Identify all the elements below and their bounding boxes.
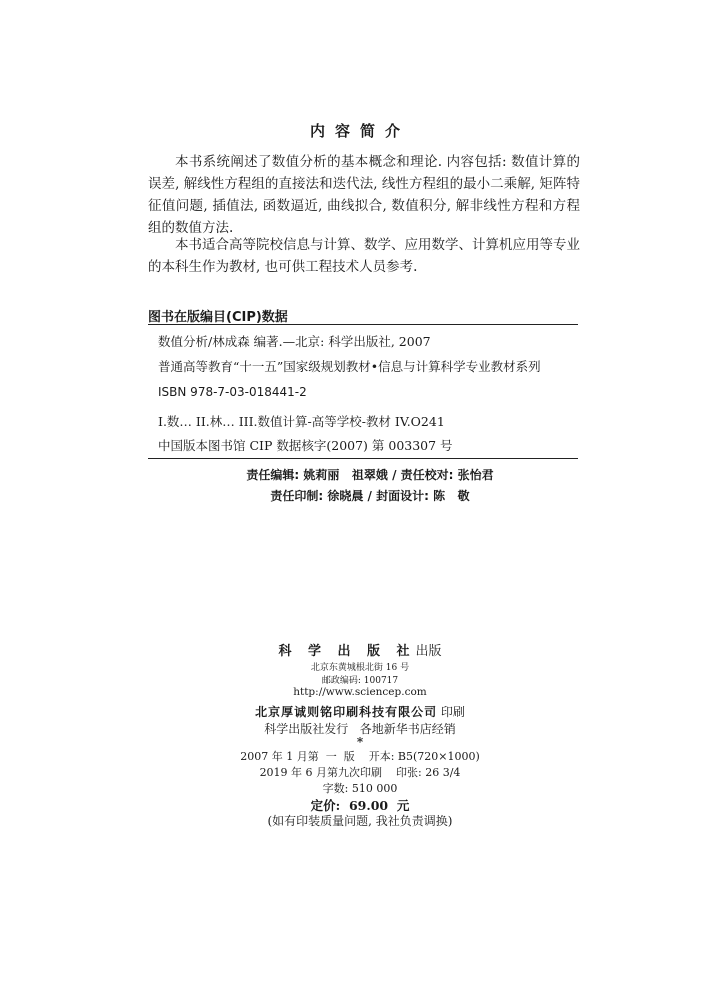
distribution-line: 科学出版社发行 各地新华书店经销 (264, 722, 456, 736)
quality-note: (如有印装质量问题, 我社负责调换) (267, 814, 453, 828)
cip-bottom-rule (148, 458, 578, 459)
publisher-url: http://www.sciencep.com (293, 686, 427, 698)
abstract-paragraph-content: 本书系统阐述了数值分析的基本概念和理论. 内容包括: 数值计算的误差, 解线性方程组的直接法和迭代法, 线性方程组的最小二乘解, 矩阵特征值问题, 插值法, 函数逼近, 曲线拟合, 数值积分, 解非线性方程和方程组的数值方法. (148, 154, 580, 236)
cip-series-line: 普通高等教育“十一五”国家级规划教材•信息与计算科学专业教材系列 (158, 359, 541, 374)
printer-line (0, 703, 720, 720)
cip-author-line: 数值分析/林成森 编著.—北京: 科学出版社, 2007 (158, 334, 431, 349)
printer-name: 北京厚诚则铭印刷科技有限公司 (255, 705, 438, 719)
cip-record-number-line: 中国版本图书馆 CIP 数据核字(2007) 第 003307 号 (158, 438, 453, 453)
publisher-address: 北京东黄城根北街 16 号 (310, 663, 410, 673)
publisher-line (0, 640, 720, 659)
separator-star: * (356, 735, 364, 749)
abstract-title: 内容简介 (309, 122, 410, 140)
cip-title: 图书在版编目(CIP)数据 (148, 310, 288, 325)
word-count: 字数: 510 000 (322, 782, 398, 795)
edition-line-2: 2019 年 6 月第九次印刷 印张: 26 3/4 (259, 766, 461, 779)
publisher-postcode: 邮政编码: 100717 (321, 676, 399, 686)
edition-line-1: 2007 年 1 月第 一 版 开本: B5(720×1000) (240, 750, 480, 763)
staff-editors-line: 责任编辑: 姚莉丽 祖翠娥 / 责任校对: 张怡君 (246, 468, 494, 482)
abstract-paragraph-audience: 本书适合高等院校信息与计算、数学、应用数学、计算机应用等专业的本科生作为教材, 也可供工程技术人员参考. (148, 237, 580, 275)
cip-top-rule (148, 324, 578, 325)
printer-suffix: 印刷 (437, 705, 465, 719)
cip-isbn-line: ISBN 978-7-03-018441-2 (158, 385, 307, 399)
publisher-name: 科 学 出 版 社 (278, 644, 416, 659)
publisher-suffix: 出版 (415, 644, 442, 659)
staff-production-line: 责任印制: 徐晓晨 / 封面设计: 陈 敬 (270, 489, 470, 503)
price: 定价: 69.00 元 (310, 798, 410, 813)
cip-classification-line: I.数… II.林… III.数值计算-高等学校-教材 IV.O241 (158, 414, 445, 429)
